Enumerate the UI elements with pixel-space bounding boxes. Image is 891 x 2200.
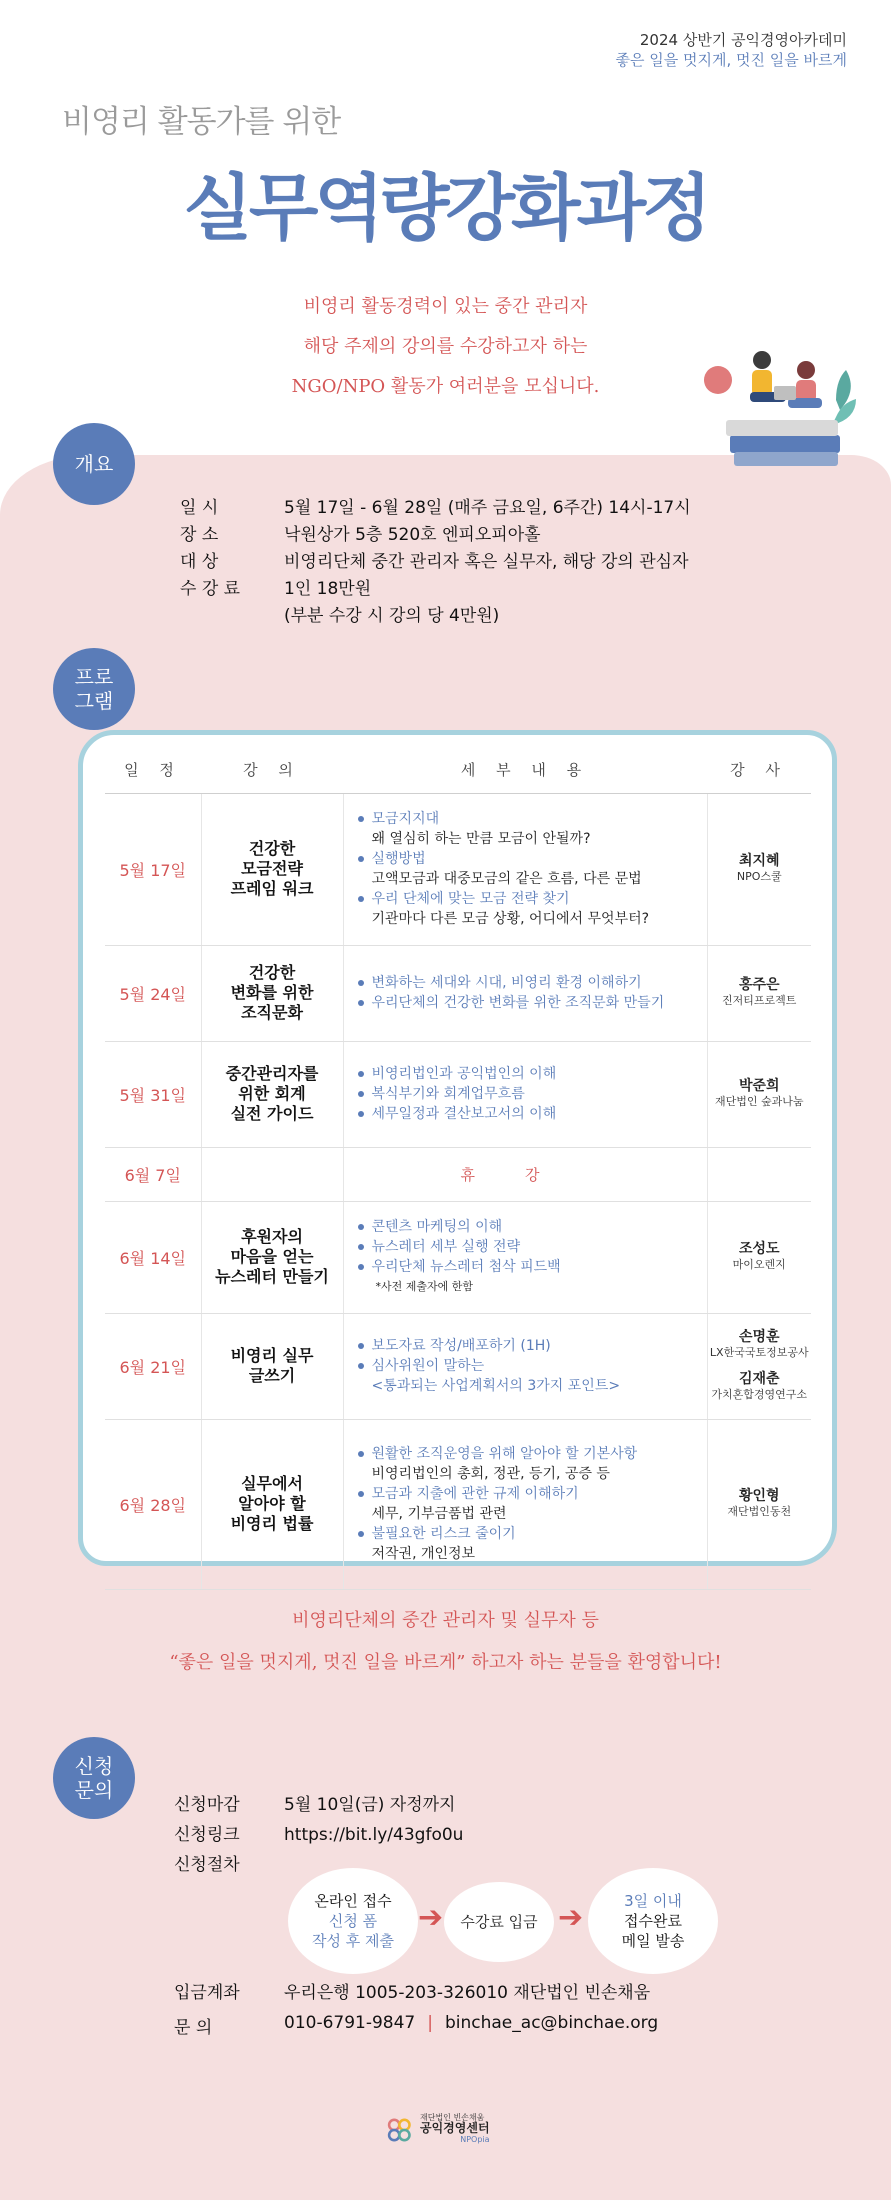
session-date: 6월 14일 xyxy=(105,1201,201,1313)
deadline-label: 신청마감 xyxy=(174,1795,240,1815)
overview-value: 5월 17일 - 6월 28일 (매주 금요일, 6주간) 14시-17시 xyxy=(284,498,691,518)
step-payment xyxy=(444,1882,554,1962)
detail-bullet: 복식부기와 회계업무흐름 xyxy=(358,1084,699,1104)
process-label: 신청절차 xyxy=(174,1855,240,1875)
apply-badge xyxy=(53,1737,135,1819)
overview-info xyxy=(180,495,691,630)
logo-small: 재단법인 빈손채움 xyxy=(420,2113,485,2122)
teacher-name: 최지혜 xyxy=(738,853,780,869)
step-text: 신청 폼 xyxy=(328,1912,378,1930)
course-details xyxy=(343,1201,707,1313)
arrow-right-icon: ➔ xyxy=(558,1900,584,1935)
course-details xyxy=(343,945,707,1041)
teacher-name: 홍주은 xyxy=(738,977,780,993)
header-date: 일 정 xyxy=(105,747,201,793)
divider: | xyxy=(427,2013,433,2033)
course-title: 후원자의 마음을 얻는 뉴스레터 만들기 xyxy=(201,1201,343,1313)
program-row xyxy=(105,1041,811,1147)
teacher-cell xyxy=(707,945,811,1041)
program-table-body xyxy=(105,793,811,1589)
teacher-name: 손명훈 xyxy=(738,1329,780,1345)
program-row xyxy=(105,945,811,1041)
overview-badge-label: 개요 xyxy=(74,452,114,476)
detail-subtext: 저작권, 개인정보 xyxy=(371,1546,476,1562)
overview-row xyxy=(180,549,691,576)
apply-link[interactable]: https://bit.ly/43gfo0u xyxy=(284,1825,464,1845)
course-title: 건강한 변화를 위한 조직문화 xyxy=(201,945,343,1041)
teacher-name: 김재춘 xyxy=(738,1371,780,1387)
teacher-name: 황인형 xyxy=(738,1488,780,1504)
step-online-apply xyxy=(288,1868,418,1974)
detail-subtext: <통과되는 사업계획서의 3가지 포인트> xyxy=(371,1378,621,1394)
overview-value: 1인 18만원 xyxy=(284,579,372,599)
header-course: 강 의 xyxy=(201,747,343,793)
subtitle: 비영리 활동가를 위한 xyxy=(62,104,341,140)
students-reading-illustration xyxy=(700,340,860,470)
detail-bullet: 비영리법인과 공익법인의 이해 xyxy=(358,1064,699,1084)
intro-line: 해당 주제의 강의를 수강하고자 하는 xyxy=(303,336,588,357)
break-label: 휴강 xyxy=(343,1147,707,1201)
intro-line: 비영리 활동경력이 있는 중간 관리자 xyxy=(303,296,588,317)
detail-subtext: 왜 열심히 하는 만큼 모금이 안될까? xyxy=(371,831,591,847)
account-label: 입금계좌 xyxy=(174,1983,240,2003)
teacher-org: NPO스쿨 xyxy=(736,870,782,883)
detail-bullet: 심사위원이 말하는 xyxy=(358,1356,699,1376)
detail-bullet: 모금과 지출에 관한 규제 이해하기 xyxy=(358,1484,699,1504)
program-header-row xyxy=(105,747,811,793)
course-title: 실무에서 알아야 할 비영리 법률 xyxy=(201,1419,343,1589)
overview-row xyxy=(180,522,691,549)
teacher-org: 가치혼합경영연구소 xyxy=(711,1388,808,1401)
session-date: 6월 21일 xyxy=(105,1313,201,1419)
program-row xyxy=(105,1313,811,1419)
overview-key: 수 강 료 xyxy=(180,579,241,599)
detail-bullet: 원활한 조직운영을 위해 알아야 할 기본사항 xyxy=(358,1444,699,1464)
intro-line: NGO/NPO 활동가 여러분을 모십니다. xyxy=(291,376,600,397)
teacher-org: 재단법인 숲과나눔 xyxy=(714,1095,804,1108)
teacher-cell xyxy=(707,1147,811,1201)
teacher-org: 재단법인동천 xyxy=(727,1505,792,1518)
apply-process-flow xyxy=(288,1868,768,1978)
step-confirm-mail xyxy=(588,1868,718,1974)
overview-value: (부분 수강 시 강의 당 4만원) xyxy=(284,606,500,626)
session-date: 5월 24일 xyxy=(105,945,201,1041)
detail-bullet: 콘텐츠 마케팅의 이해 xyxy=(358,1217,699,1237)
contact-row xyxy=(174,2013,658,2038)
detail-subtext: 기관마다 다른 모금 상황, 어디에서 무엇부터? xyxy=(371,911,650,927)
overview-key: 일 시 xyxy=(180,498,219,518)
program-table xyxy=(105,747,811,1590)
overview-key: 대 상 xyxy=(180,552,219,572)
detail-bullet: 변화하는 세대와 시대, 비영리 환경 이해하기 xyxy=(358,973,699,993)
course-details xyxy=(343,1419,707,1589)
detail-bullet: 우리 단체에 맞는 모금 전략 찾기 xyxy=(358,889,699,909)
session-date: 5월 17일 xyxy=(105,793,201,945)
slogan: 좋은 일을 멋지게, 멋진 일을 바르게 xyxy=(615,51,847,69)
course-title: 비영리 실무 글쓰기 xyxy=(201,1313,343,1419)
account-row xyxy=(174,1978,650,2003)
course-title xyxy=(201,1147,343,1201)
header-teacher: 강 사 xyxy=(707,747,811,793)
course-details xyxy=(343,793,707,945)
teacher-cell xyxy=(707,1313,811,1419)
logo-main: 공익경영센터 xyxy=(420,2121,490,2135)
program-badge xyxy=(53,648,135,730)
detail-subtext: 고액모금과 대중모금의 같은 흐름, 다른 문법 xyxy=(371,871,642,887)
course-title: 건강한 모금전략 프레임 워크 xyxy=(201,793,343,945)
course-details xyxy=(343,1313,707,1419)
detail-bullet: 세무일정과 결산보고서의 이해 xyxy=(358,1104,699,1124)
outro-line: “좋은 일을 멋지게, 멋진 일을 바르게” 하고자 하는 분들을 환영합니다! xyxy=(169,1652,722,1673)
program-row xyxy=(105,1147,811,1201)
detail-bullet: 뉴스레터 세부 실행 전략 xyxy=(358,1237,699,1257)
detail-bullet: 실행방법 xyxy=(358,849,699,869)
phone-number[interactable]: 010-6791-9847 xyxy=(284,2013,416,2033)
teacher-org: 마이오렌지 xyxy=(732,1258,786,1271)
overview-row xyxy=(180,495,691,522)
session-date: 6월 28일 xyxy=(105,1419,201,1589)
program-badge-line: 프로 xyxy=(74,665,114,689)
header-info xyxy=(616,30,847,70)
program-badge-line: 그램 xyxy=(74,689,114,713)
program-row xyxy=(105,1419,811,1589)
teacher-name: 박준희 xyxy=(738,1078,780,1094)
teacher-name: 조성도 xyxy=(738,1241,780,1257)
header-detail: 세 부 내 용 xyxy=(343,747,707,793)
apply-info xyxy=(174,1790,463,1880)
outro-text xyxy=(0,1600,891,1684)
step-text: 작성 후 제출 xyxy=(312,1932,394,1950)
teacher-cell xyxy=(707,1041,811,1147)
detail-bullet: 우리단체의 건강한 변화를 위한 조직문화 만들기 xyxy=(358,993,699,1013)
course-details xyxy=(343,1041,707,1147)
overview-row xyxy=(180,603,691,630)
detail-subtext: 비영리법인의 총회, 정관, 등기, 공증 등 xyxy=(371,1466,610,1482)
teacher-cell xyxy=(707,1201,811,1313)
deadline-value: 5월 10일(금) 자정까지 xyxy=(284,1795,456,1815)
program-row xyxy=(105,793,811,945)
step-text: 수강료 입금 xyxy=(460,1913,538,1931)
outro-line: 비영리단체의 중간 관리자 및 실무자 등 xyxy=(292,1610,599,1631)
step-text: 3일 이내 xyxy=(624,1892,682,1910)
detail-bullet: 모금지지대 xyxy=(358,809,699,829)
overview-value: 비영리단체 중간 관리자 혹은 실무자, 해당 강의 관심자 xyxy=(284,552,689,572)
apply-row xyxy=(174,1820,463,1850)
npopia-logo xyxy=(384,2113,418,2147)
detail-subtext: 세무, 기부금품법 관련 xyxy=(371,1506,507,1522)
account-value: 우리은행 1005-203-326010 재단법인 빈손채움 xyxy=(284,1983,651,2003)
session-date: 5월 31일 xyxy=(105,1041,201,1147)
step-text: 접수완료 xyxy=(624,1912,682,1930)
detail-bullet: 우리단체 뉴스레터 첨삭 피드백 xyxy=(358,1257,699,1277)
step-text: 메일 발송 xyxy=(621,1932,685,1950)
spacer xyxy=(708,1361,812,1371)
teacher-org: LX한국국토정보공사 xyxy=(709,1346,809,1359)
session-date: 6월 7일 xyxy=(105,1147,201,1201)
apply-row xyxy=(174,1790,463,1820)
course-title: 중간관리자를 위한 회계 실전 가이드 xyxy=(201,1041,343,1147)
overview-row xyxy=(180,576,691,603)
overview-key: 장 소 xyxy=(180,525,219,545)
link-label: 신청링크 xyxy=(174,1825,240,1845)
program-card xyxy=(78,730,837,1566)
logo-text xyxy=(420,2112,490,2145)
overview-key xyxy=(180,603,284,630)
teacher-cell xyxy=(707,1419,811,1589)
page-title: 실무역량강화과정 xyxy=(183,166,708,250)
logo-sub: NPOpia xyxy=(460,2135,490,2144)
program-row xyxy=(105,1201,811,1313)
detail-note: *사전 제출자에 한함 xyxy=(375,1280,474,1293)
apply-badge-line: 문의 xyxy=(74,1778,114,1802)
teacher-org: 진저티프로젝트 xyxy=(722,994,797,1007)
academy-label: 2024 상반기 공익경영아카데미 xyxy=(639,31,847,49)
contact-label: 문 의 xyxy=(174,2018,213,2038)
arrow-right-icon: ➔ xyxy=(418,1900,444,1935)
detail-bullet: 보도자료 작성/배포하기 (1H) xyxy=(358,1336,699,1356)
teacher-cell xyxy=(707,793,811,945)
step-text: 온라인 접수 xyxy=(314,1892,392,1910)
detail-bullet: 불필요한 리스크 줄이기 xyxy=(358,1524,699,1544)
overview-badge xyxy=(53,423,135,505)
apply-badge-line: 신청 xyxy=(74,1754,114,1778)
overview-value: 낙원상가 5층 520호 엔피오피아홀 xyxy=(284,525,541,545)
email-link[interactable]: binchae_ac@binchae.org xyxy=(444,2013,659,2033)
